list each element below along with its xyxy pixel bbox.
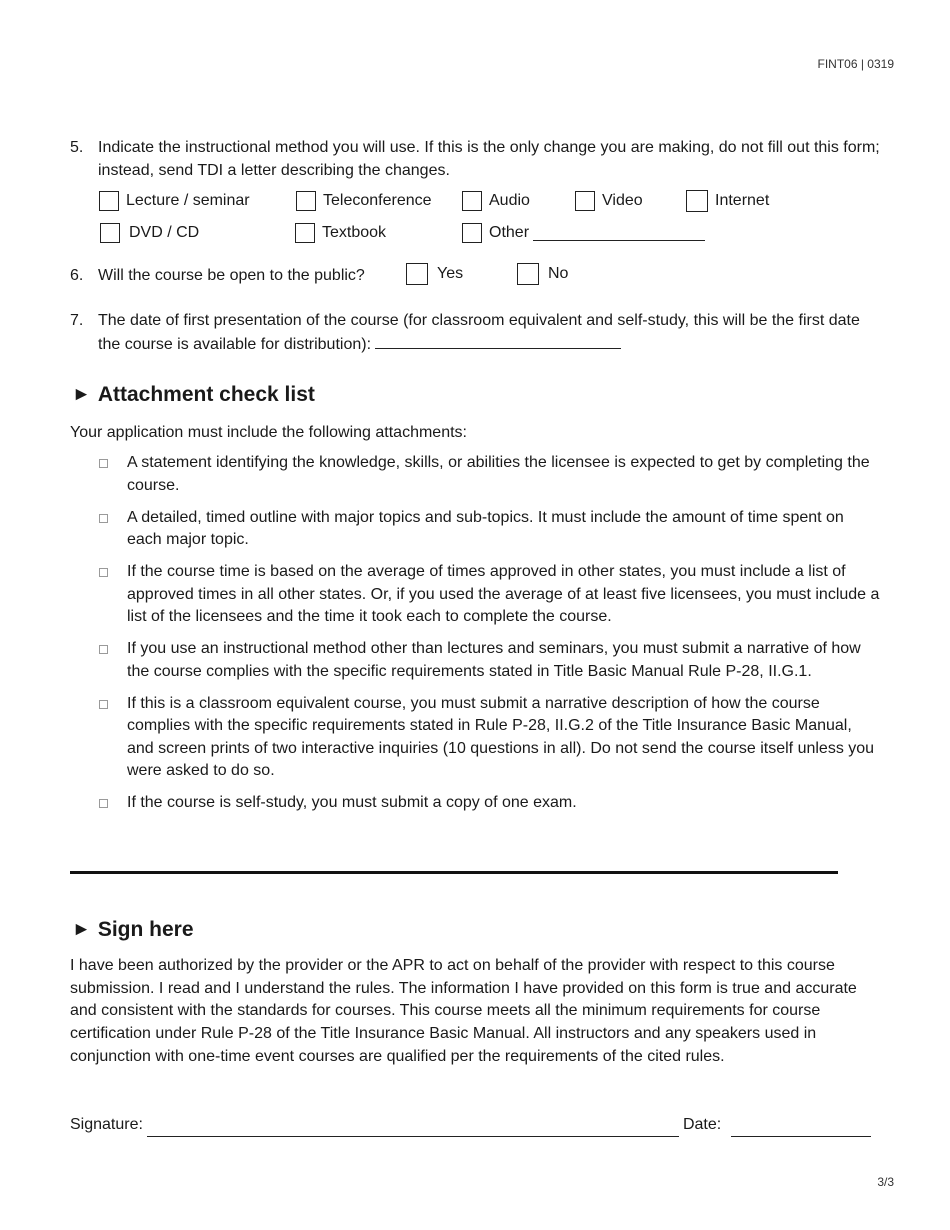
option-textbook[interactable] xyxy=(295,222,386,244)
option-video[interactable] xyxy=(575,190,643,212)
list-item xyxy=(98,638,882,683)
section-divider xyxy=(70,871,838,874)
internet-checkbox[interactable] xyxy=(686,190,708,212)
no-checkbox[interactable] xyxy=(517,263,539,285)
teleconference-checkbox[interactable] xyxy=(296,191,316,211)
question-7-label: The date of first presentation of the course (for classroom equivalent and self-study, this will be the first date the course is available for distribution): xyxy=(98,312,860,353)
option-lecture-seminar[interactable] xyxy=(99,190,250,212)
question-5-text: Indicate the instructional method you will use. If this is the only change you are making, do not fill out this form; instead, send TDI a letter describing the changes. xyxy=(98,139,880,179)
list-item xyxy=(98,792,882,815)
sign-here-heading xyxy=(72,918,194,942)
list-item xyxy=(98,561,882,629)
section-title: Attachment check list xyxy=(97,383,315,406)
attachment-checkbox[interactable] xyxy=(99,645,108,654)
arrow-right-icon: ► xyxy=(72,384,91,405)
attachment-checkbox[interactable] xyxy=(99,514,108,523)
attachment-check-list-heading xyxy=(72,383,315,407)
option-label: Teleconference xyxy=(323,192,432,209)
question-5-number: 5. xyxy=(70,139,84,156)
attachment-checkbox[interactable] xyxy=(99,700,108,709)
question-7-number: 7. xyxy=(70,312,84,329)
option-label: DVD / CD xyxy=(129,224,200,241)
date-field[interactable] xyxy=(731,1119,871,1137)
option-internet[interactable] xyxy=(686,190,769,212)
question-6-text: Will the course be open to the public? xyxy=(98,267,365,284)
question-5 xyxy=(70,136,882,182)
page-number: 3/3 xyxy=(877,1175,894,1189)
list-item xyxy=(98,507,882,552)
yes-checkbox[interactable] xyxy=(406,263,428,285)
option-other[interactable] xyxy=(462,222,705,244)
list-item xyxy=(98,693,882,783)
lecture-seminar-checkbox[interactable] xyxy=(99,191,119,211)
signature-field[interactable] xyxy=(147,1119,679,1137)
option-dvd-cd[interactable] xyxy=(100,222,199,244)
list-item-text: If you use an instructional method other than lectures and seminars, you must submit a narrative of how the course complies with the specific requirements stated in Title Basic Manual Rule P-28, II.G.1. xyxy=(127,640,861,680)
signature-row xyxy=(70,1113,871,1137)
list-item-text: If the course time is based on the average of times approved in other states, you must include a list of approved times in all other states. Or, if you used the average of at least five licensees, you must include a list of the licensees and the time it took each to complete the course. xyxy=(127,563,880,625)
question-7 xyxy=(70,309,882,356)
attachment-checkbox[interactable] xyxy=(99,799,108,808)
attachment-checkbox[interactable] xyxy=(99,459,108,468)
arrow-right-icon: ► xyxy=(72,919,91,940)
video-checkbox[interactable] xyxy=(575,191,595,211)
first-presentation-date-line[interactable] xyxy=(375,332,621,349)
question-7-text xyxy=(98,309,882,356)
audio-checkbox[interactable] xyxy=(462,191,482,211)
section-title: Sign here xyxy=(97,918,194,941)
signature-label: Signature: xyxy=(70,1116,143,1133)
option-audio[interactable] xyxy=(462,190,530,212)
list-item-text: If the course is self-study, you must submit a copy of one exam. xyxy=(127,794,577,811)
certification-statement: I have been authorized by the provider or the APR to act on behalf of the provider with respect to this course submission. I read and I understand the rules. The information I have provided on this form is true and accurate and consistent with the standards for courses. This course meets all the minimum requirements for course certification under Rule P-28 of the Title Insurance Basic Manual. All instructors and any speakers used in conjunction with one-time event courses are qualified per the requirements of the cited rules. xyxy=(70,957,857,1065)
option-label: Other xyxy=(489,224,530,241)
attachment-list xyxy=(98,452,882,824)
option-label: No xyxy=(548,265,569,282)
option-label: Audio xyxy=(489,192,530,209)
other-input-line[interactable] xyxy=(533,225,705,241)
form-code: FINT06 | 0319 xyxy=(817,57,894,71)
list-item xyxy=(98,452,882,497)
option-label: Yes xyxy=(437,265,464,282)
question-6 xyxy=(70,264,882,287)
question-6-number: 6. xyxy=(70,267,84,284)
option-yes[interactable] xyxy=(406,263,463,285)
date-label: Date: xyxy=(682,1116,722,1133)
option-label: Textbook xyxy=(322,224,387,241)
dvd-cd-checkbox[interactable] xyxy=(100,223,120,243)
option-no[interactable] xyxy=(517,263,568,285)
list-item-text: A statement identifying the knowledge, skills, or abilities the licensee is expected to get by completing the course. xyxy=(127,454,870,494)
textbook-checkbox[interactable] xyxy=(295,223,315,243)
option-label: Lecture / seminar xyxy=(126,192,250,209)
list-item-text: A detailed, timed outline with major topics and sub-topics. It must include the amount of time spent on each major topic. xyxy=(127,508,844,548)
other-checkbox[interactable] xyxy=(462,223,482,243)
attachment-intro: Your application must include the following attachments: xyxy=(70,424,467,441)
option-label: Internet xyxy=(715,192,770,209)
option-teleconference[interactable] xyxy=(296,190,432,212)
list-item-text: If this is a classroom equivalent course, you must submit a narrative description of how the course complies with the specific requirements stated in Rule P-28, II.G.2 of the Title Insurance Basic Manual, and screen prints of two interactive inquiries (10 questions in all). Do not send the course itself unless you were asked to do so. xyxy=(127,694,875,779)
attachment-checkbox[interactable] xyxy=(99,568,108,577)
option-label: Video xyxy=(602,192,643,209)
